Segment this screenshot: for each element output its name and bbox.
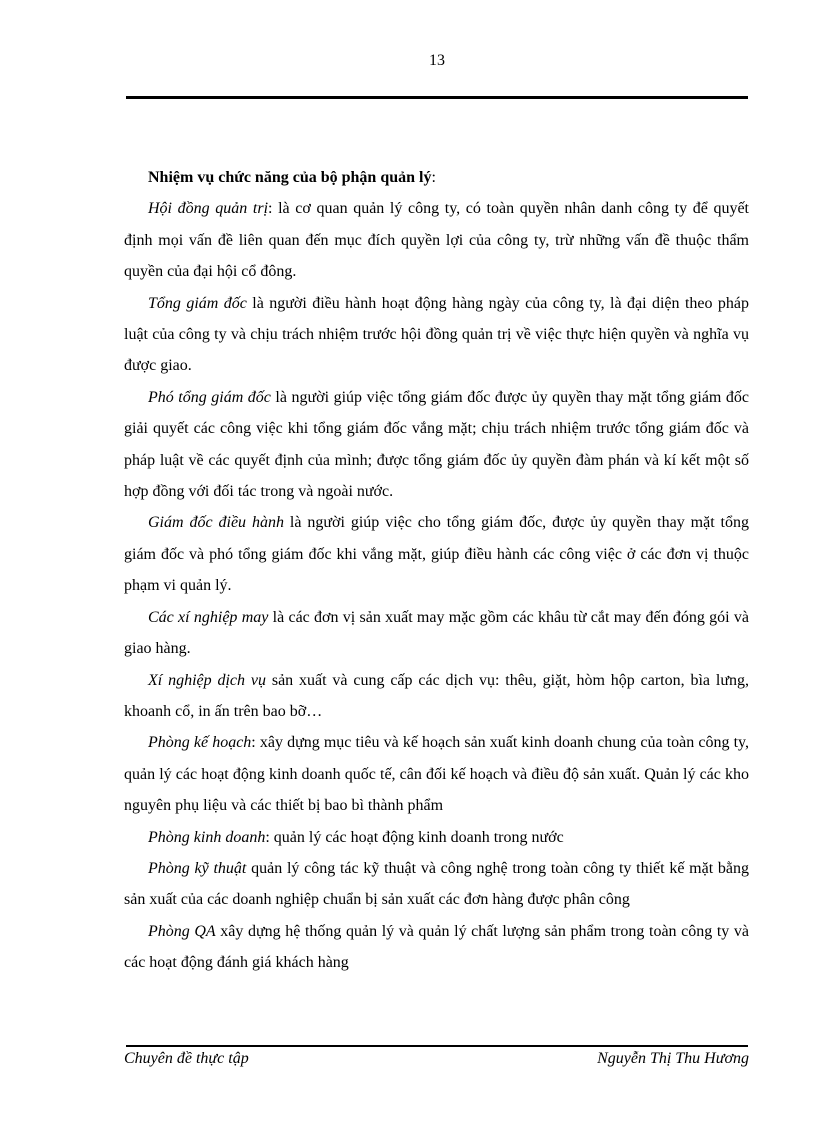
paragraph-text: : quản lý các hoạt động kinh doanh trong nước xyxy=(265,828,564,846)
paragraph-term: Xí nghiệp dịch vụ xyxy=(148,671,266,689)
page-number: 13 xyxy=(429,52,445,69)
paragraph-pho-tong-giam-doc xyxy=(124,382,749,508)
paragraph-term: Phó tổng giám đốc xyxy=(148,388,271,406)
paragraph-phong-kinh-doanh xyxy=(124,822,749,853)
paragraph-text: sản xuất và cung cấp các dịch vụ: thêu, giặt, hòm hộp carton, bìa lưng, khoanh cổ, in ấn trên bao bỡ… xyxy=(124,671,750,720)
paragraph-term: Tổng giám đốc xyxy=(148,294,247,312)
paragraph-term: Phòng kỹ thuật xyxy=(148,859,247,877)
paragraph-text: quản lý công tác kỹ thuật và công nghệ trong toàn công ty thiết kế mặt bằng sản xuất của các doanh nghiệp chuẩn bị sản xuất các đơn hàng được phân công xyxy=(124,859,750,909)
footer-left-text: Chuyên đề thực tập xyxy=(124,1050,249,1067)
paragraph-xi-nghiep-dich-vu xyxy=(124,665,749,728)
footer-rule xyxy=(126,1045,748,1047)
paragraph-hoi-dong-quan-tri xyxy=(124,193,749,287)
paragraph-phong-ky-thuat xyxy=(124,853,749,916)
paragraph-term: Phòng QA xyxy=(148,922,216,940)
section-heading xyxy=(124,162,749,193)
paragraph-text: : là cơ quan quản lý công ty, có toàn quyền nhân danh công ty để quyết định mọi vấn đề liên quan đến mục đích quyền lợi của công ty, trừ những vấn đề thuộc thẩm quyền của đại hội cổ đông. xyxy=(124,200,749,281)
document-body xyxy=(124,162,749,979)
paragraph-text: là các đơn vị sản xuất may mặc gồm các khâu từ cắt may đến đóng gói và giao hàng. xyxy=(124,608,749,658)
footer-author: Nguyễn Thị Thu Hương xyxy=(597,1050,749,1067)
paragraph-phong-qa xyxy=(124,916,749,979)
paragraph-term: Hội đồng quản trị xyxy=(148,200,269,218)
header-rule xyxy=(126,96,748,99)
paragraph-text: là người giúp việc cho tổng giám đốc, được ủy quyền thay mặt tổng giám đốc và phó tổng giám đốc khi vắng mặt, giúp điều hành các công việc ở các đơn vị thuộc phạm vi quản lý. xyxy=(124,514,750,595)
paragraph-term: Phòng kinh doanh xyxy=(148,828,266,846)
heading-colon: : xyxy=(431,169,436,186)
paragraph-text: là người giúp việc tổng giám đốc được ủy quyền thay mặt tổng giám đốc giải quyết các công việc khi tổng giám đốc vắng mặt; chịu trách nhiệm trước tổng giám đốc và pháp luật về các quyết định của mình; được tổng giám đốc ủy quyền đàm phán và kí kết một số hợp đồng với đối tác trong và ngoài nước. xyxy=(124,388,749,501)
paragraph-text: : xây dựng mục tiêu và kế hoạch sản xuất kinh doanh chung của toàn công ty, quản lý các hoạt động kinh doanh quốc tế, cân đối kế hoạch và điều độ sản xuất. Quản lý các kho nguyên phụ liệu và các thiết bị bao bì thành phẩm xyxy=(124,734,749,815)
paragraph-term: Giám đốc điều hành xyxy=(148,514,284,532)
paragraph-tong-giam-doc xyxy=(124,288,749,382)
paragraph-xi-nghiep-may xyxy=(124,602,749,665)
heading-text: Nhiệm vụ chức năng của bộ phận quản lý xyxy=(148,169,432,186)
paragraph-phong-ke-hoach xyxy=(124,727,749,821)
paragraph-giam-doc-dieu-hanh xyxy=(124,507,749,601)
paragraph-term: Phòng kế hoạch xyxy=(148,734,252,752)
paragraph-text: xây dựng hệ thống quản lý và quản lý chất lượng sản phẩm trong toàn công ty và các hoạt động đánh giá khách hàng xyxy=(124,922,749,972)
paragraph-text: là người điều hành hoạt động hàng ngày của công ty, là đại diện theo pháp luật của công ty và chịu trách nhiệm trước hội đồng quản trị về việc thực hiện quyền và nghĩa vụ được giao. xyxy=(124,294,750,375)
paragraph-term: Các xí nghiệp may xyxy=(148,608,269,626)
